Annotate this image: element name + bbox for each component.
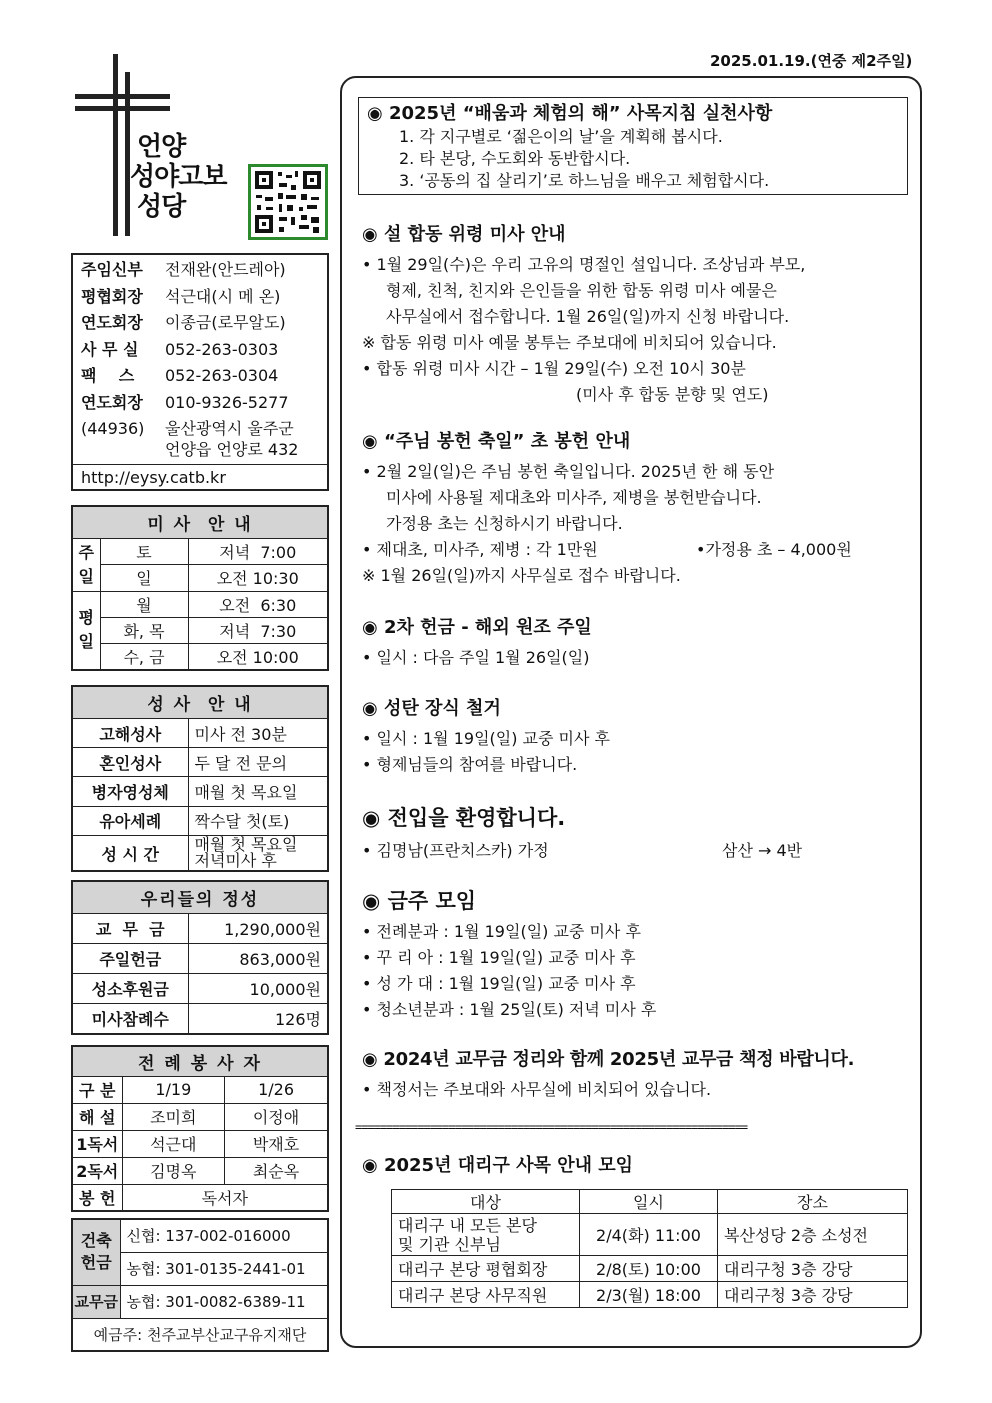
div-element: 건축 <box>80 1231 112 1251</box>
bank-table <box>71 1218 329 1352</box>
td-element: 토 <box>100 538 188 564</box>
td-element: 대리구청 3층 강당 <box>718 1282 908 1308</box>
christmas-decor-section <box>362 696 912 778</box>
td-element: 미사 전 30분 <box>188 718 328 747</box>
div-element: 가정용 초는 신청하시기 바랍니다. <box>386 514 623 533</box>
div-element: ※ 합동 위령 미사 예물 봉투는 주보대에 비치되어 있습니다. <box>362 333 777 352</box>
table-row <box>392 1214 908 1256</box>
tr-element <box>72 1130 328 1157</box>
div-element: 헌금 <box>80 1253 112 1273</box>
div-element <box>81 257 319 416</box>
rect-element <box>75 106 170 111</box>
tr-element <box>72 565 328 591</box>
rect-element <box>295 171 298 177</box>
rect-element <box>279 227 284 232</box>
span-element: 연도회장 <box>81 313 143 332</box>
div-element: 일 <box>78 632 94 652</box>
build-label <box>72 1219 120 1285</box>
rect-element <box>286 175 292 178</box>
mass-table <box>71 505 329 671</box>
offering-table <box>71 880 329 1035</box>
div-element: ◉ 2차 헌금 - 해외 원조 주일 <box>362 617 592 638</box>
tbody-element <box>72 881 328 1034</box>
rect-element <box>286 195 296 199</box>
tr-element <box>72 748 328 777</box>
rect-element <box>299 225 309 229</box>
div-element <box>362 726 912 778</box>
weekly-meeting-section <box>362 887 912 1023</box>
td-element: 성소후원금 <box>72 974 188 1004</box>
mass-title: 미 사 안 내 <box>72 506 328 538</box>
td-element: 교 무 금 <box>72 913 188 943</box>
tr-element <box>72 538 328 564</box>
tr-element <box>72 1285 328 1318</box>
liturgy-title: 전 례 봉 사 자 <box>72 1046 328 1076</box>
td-element: 해 설 <box>72 1103 122 1130</box>
td-element: 대리구 본당 평협회장 <box>392 1256 580 1282</box>
td-element: 성 시 간 <box>72 836 188 871</box>
tr-element <box>72 1157 328 1184</box>
rect-element <box>75 94 170 99</box>
div-element: 사무실에서 접수합니다. 1월 26일(일)까지 신청 바랍니다. <box>386 307 790 326</box>
rect-element <box>313 227 319 233</box>
address <box>81 418 319 460</box>
td-element: 구 분 <box>72 1076 122 1103</box>
contact-row <box>81 390 319 417</box>
contact-row <box>81 310 319 337</box>
td-element: 복산성당 2층 소성전 <box>718 1214 908 1256</box>
tr-element <box>72 686 328 718</box>
div-element: 성당 <box>137 192 186 222</box>
div-element: • 일시 : 1월 19일(일) 교중 미사 후 <box>362 729 611 748</box>
div-element: 및 기관 신부님 <box>398 1234 501 1254</box>
rect-element <box>311 217 319 223</box>
td-element: 126명 <box>188 1004 328 1034</box>
div-element: ◉ 전입을 환영합니다. <box>362 806 566 830</box>
div-element: • 책정서는 주보대와 사무실에 비치되어 있습니다. <box>362 1080 712 1099</box>
sacrament-table <box>71 685 329 872</box>
div-element: • 성 가 대 : 1월 19일(일) 교중 미사 후 <box>362 974 636 993</box>
td-element: 1/26 <box>225 1076 328 1103</box>
td-element: 독서자 <box>122 1184 328 1211</box>
tbody-element <box>392 1190 908 1308</box>
div-element <box>362 919 912 1023</box>
div-element: ◉ 설 합동 위령 미사 안내 <box>362 224 566 245</box>
td-element <box>188 836 328 871</box>
rect-element <box>279 217 287 221</box>
div-element: ※ 1월 26일(일)까지 사무실로 접수 바랍니다. <box>362 566 681 585</box>
td-element: 조미희 <box>122 1103 225 1130</box>
div-element: 언양 <box>137 132 186 162</box>
span-element: 사 무 실 <box>81 339 139 359</box>
td-element: 신협: 137-002-016000 <box>120 1219 328 1252</box>
tbody-element <box>72 686 328 871</box>
rect-element <box>291 185 296 190</box>
tbody-element <box>72 1046 328 1211</box>
div-element: • 일시 : 다음 주일 1월 26일(일) <box>362 648 590 667</box>
parish-logo <box>75 52 255 242</box>
tr-element <box>72 1318 328 1351</box>
td-element: 최순옥 <box>225 1157 328 1184</box>
svg-element <box>251 167 325 237</box>
rect-element <box>279 183 287 187</box>
tr-element <box>72 644 328 670</box>
span-element: 울산광역시 울주군 <box>165 419 294 438</box>
td-element: 석근대 <box>122 1130 225 1157</box>
td-element: 혼인성사 <box>72 748 188 777</box>
span-element: 전재완(안드레아) <box>165 260 286 279</box>
tr-element <box>72 974 328 1004</box>
div-element: • 형제님들의 참여를 바랍니다. <box>362 755 578 774</box>
td-element: 2/3(월) 18:00 <box>580 1282 718 1308</box>
sacrament-title: 성 사 안 내 <box>72 686 328 718</box>
div-element: ◉ 금주 모임 <box>362 889 477 913</box>
qr-code-icon[interactable] <box>248 164 328 240</box>
pastoral-title: ◉ 2025년 “배움과 체험의 해” 사목지침 실천사항 <box>367 103 773 124</box>
span-element: 석근대(시 메 온) <box>165 286 281 306</box>
pastoral-guideline-box <box>358 97 908 195</box>
div-element: ◉ “주님 봉헌 축일” 초 봉헌 안내 <box>362 431 631 452</box>
td-element: 짝수달 첫(토) <box>188 806 328 835</box>
td-element: 일시 <box>580 1190 718 1214</box>
span-element: •가정용 초 – 4,000원 <box>696 540 852 559</box>
div-element: (미사 후 합동 분향 및 연도) <box>576 385 769 404</box>
div-element: 매월 첫 목요일 <box>194 835 298 855</box>
contact-box <box>71 253 329 491</box>
tr-element <box>72 881 328 913</box>
tr-element <box>72 1004 328 1034</box>
td-element: 농협: 301-0135-2441-01 <box>120 1252 328 1285</box>
div-element <box>362 537 912 563</box>
div-element: 평 <box>78 608 94 628</box>
div-element: 3. ‘공동의 집 살리기’로 하느님을 배우고 체험합시다. <box>399 171 770 190</box>
tbody-element <box>72 1219 328 1351</box>
tr-element <box>72 943 328 973</box>
td-element: 대리구 본당 사무직원 <box>392 1282 580 1308</box>
divider: =============================================================== <box>355 1120 748 1134</box>
td-element: 저녁 7:30 <box>188 617 328 643</box>
td-element: 수, 금 <box>100 644 188 670</box>
rect-element <box>278 193 283 199</box>
tr-element <box>72 718 328 747</box>
span-element: 평협회장 <box>81 286 143 306</box>
td-element: 오전 10:30 <box>188 565 328 591</box>
span-element: (44936) <box>81 419 145 438</box>
td-element: 봉 헌 <box>72 1184 122 1211</box>
div-element: • 2월 2일(일)은 주님 봉헌 축일입니다. 2025년 한 해 동안 <box>362 462 775 481</box>
div-element: 대리구 내 모든 본당 <box>398 1215 537 1235</box>
tr-element <box>72 506 328 538</box>
candle-offering-section <box>362 429 912 589</box>
div-element: • 꾸 리 아 : 1월 19일(일) 교중 미사 후 <box>362 948 636 967</box>
welcome-section <box>362 804 912 864</box>
rect-element <box>113 54 118 236</box>
table-row <box>392 1256 908 1282</box>
span-element: • 제대초, 미사주, 제병 : 각 1만원 <box>362 540 598 559</box>
td-element: 김명옥 <box>122 1157 225 1184</box>
tithe-section <box>362 1047 917 1103</box>
div-element: ◉ 2024년 교무금 정리와 함께 2025년 교무금 책정 바랍니다. <box>362 1049 855 1070</box>
contact-row <box>81 337 319 364</box>
div-element: • 합동 위령 미사 시간 – 1월 29일(수) 오전 10시 30분 <box>362 359 746 378</box>
contact-row <box>81 363 319 390</box>
td-element: 2독서 <box>72 1157 122 1184</box>
td-element: 1독서 <box>72 1130 122 1157</box>
rect-element <box>291 217 295 225</box>
tr-element <box>72 913 328 943</box>
td-element: 2/4(화) 11:00 <box>580 1214 718 1256</box>
div-element: • 1월 29일(수)은 우리 고유의 명절인 설입니다. 조상님과 부모, <box>362 255 806 274</box>
rect-element <box>256 195 262 198</box>
td-element: 고해성사 <box>72 718 188 747</box>
tr-element <box>392 1190 908 1214</box>
span-element: 주임신부 <box>81 260 143 279</box>
td-element: 10,000원 <box>188 974 328 1004</box>
sunday-label <box>72 538 100 591</box>
rect-element <box>310 178 314 182</box>
span-element: 언양읍 언양로 432 <box>165 440 299 459</box>
td-element: 주일헌금 <box>72 943 188 973</box>
table-row <box>392 1282 908 1308</box>
website-link[interactable]: http://eysy.catb.kr <box>73 464 327 487</box>
span-element: • 김명남(프란치스카) 가정 <box>362 841 549 860</box>
tr-element <box>72 1076 328 1103</box>
liturgy-table <box>71 1045 329 1212</box>
contact-row <box>81 284 319 311</box>
tr-element <box>72 1184 328 1211</box>
td-element: 장소 <box>718 1190 908 1214</box>
td-element: 매월 첫 목요일 <box>188 777 328 806</box>
td-element: 화, 목 <box>100 617 188 643</box>
logo-text-right: 성야고보 <box>130 162 227 192</box>
issue-date: 2025.01.19.(연중 제2주일) <box>710 52 913 70</box>
div-element <box>362 459 912 589</box>
tr-element <box>72 1103 328 1130</box>
span-element: 010-9326-5277 <box>165 392 289 412</box>
td-element: 박재호 <box>225 1130 328 1157</box>
td-element: 대리구청 3층 강당 <box>718 1256 908 1282</box>
tr-element <box>72 806 328 835</box>
div-element: 1. 각 지구별로 ‘젊은이의 날’을 계획해 봅시다. <box>399 127 723 146</box>
contact-row <box>81 257 319 284</box>
span-element: 삼산 → 4반 <box>722 841 803 860</box>
second-collection-section <box>362 615 912 671</box>
td-element <box>392 1214 580 1256</box>
div-element: • 청소년분과 : 1월 25일(토) 저녁 미사 후 <box>362 1000 657 1019</box>
rect-element <box>307 205 317 209</box>
rect-element <box>257 205 261 210</box>
tbody-element <box>72 506 328 670</box>
span-element: 052-263-0304 <box>165 366 279 385</box>
div-element <box>367 126 899 192</box>
td-element: 863,000원 <box>188 943 328 973</box>
div-element: 저녁미사 후 <box>194 851 277 871</box>
div-element <box>362 645 912 671</box>
td-element: 오전 6:30 <box>188 591 328 617</box>
td-element: 대상 <box>392 1190 580 1214</box>
offering-title: 우리들의 정성 <box>72 881 328 913</box>
td-element: 1/19 <box>122 1076 225 1103</box>
meeting-table <box>391 1189 908 1308</box>
td-element: 농협: 301-0082-6389-11 <box>120 1285 328 1318</box>
div-element: 일 <box>78 566 94 586</box>
div-element: • 전례분과 : 1월 19일(일) 교중 미사 후 <box>362 922 641 941</box>
tr-element <box>72 617 328 643</box>
div-element: 주 <box>78 542 94 562</box>
rect-element <box>266 207 273 210</box>
vicariate-meeting-section <box>362 1153 912 1179</box>
td-element: 저녁 7:00 <box>188 538 328 564</box>
div-element: 2. 타 본당, 수도회와 동반합시다. <box>399 149 631 168</box>
rect-element <box>265 197 273 201</box>
memorial-mass-section <box>362 222 912 408</box>
td-element: 예금주: 천주교부산교구유지재단 <box>72 1318 328 1351</box>
tr-element <box>72 1219 328 1252</box>
td-element: 교무금 <box>72 1285 120 1318</box>
rect-element <box>262 178 266 182</box>
td-element: 2/8(토) 10:00 <box>580 1256 718 1282</box>
rect-element <box>301 215 307 220</box>
rect-element <box>279 204 282 212</box>
div-element <box>362 1077 917 1103</box>
rect-element <box>301 194 307 200</box>
span-element: 052-263-0303 <box>165 339 279 359</box>
td-element: 월 <box>100 591 188 617</box>
span-element: 이종금(로무알도) <box>165 313 286 332</box>
div-element: ◉ 2025년 대리구 사목 안내 모임 <box>362 1155 634 1176</box>
span-element <box>165 418 298 460</box>
rect-element <box>287 205 293 211</box>
td-element: 두 달 전 문의 <box>188 748 328 777</box>
tr-element <box>72 777 328 806</box>
td-element: 미사참례수 <box>72 1004 188 1034</box>
td-element: 유아세례 <box>72 806 188 835</box>
div-element: 미사에 사용될 제대초와 미사주, 제병을 봉헌받습니다. <box>386 488 762 507</box>
td-element: 오전 10:00 <box>188 644 328 670</box>
rect-element <box>278 172 282 176</box>
span-element: 팩 스 <box>81 366 135 385</box>
div-element <box>362 252 912 408</box>
td-element: 일 <box>100 565 188 591</box>
tr-element <box>72 1046 328 1076</box>
rect-element <box>299 207 303 211</box>
rect-element <box>311 197 319 200</box>
td-element: 병자영성체 <box>72 777 188 806</box>
span-element: 연도회장 <box>81 392 143 412</box>
td-element: 이정애 <box>225 1103 328 1130</box>
rect-element <box>262 222 266 226</box>
td-element: 1,290,000원 <box>188 913 328 943</box>
tr-element <box>72 591 328 617</box>
tr-element <box>72 836 328 871</box>
div-element: ◉ 성탄 장식 철거 <box>362 698 501 719</box>
div-element: 형제, 친척, 친지와 은인들을 위한 합동 위령 미사 예물은 <box>386 281 777 300</box>
div-element <box>362 838 912 864</box>
weekday-label <box>72 591 100 670</box>
